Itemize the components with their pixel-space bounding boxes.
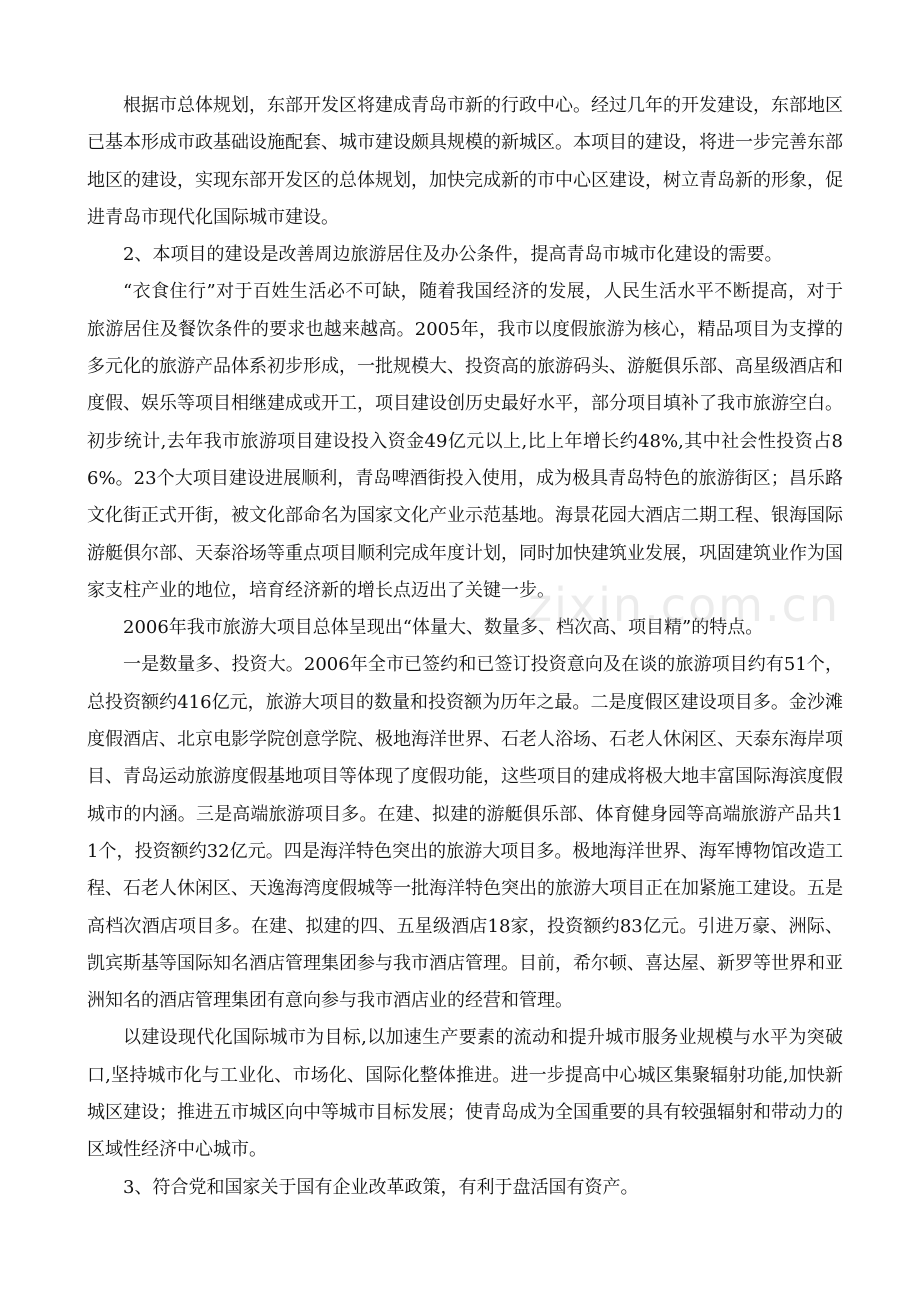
paragraph-2006-features: 2006年我市旅游大项目总体呈现出“体量大、数量多、档次高、项目精”的特点。 bbox=[123, 617, 764, 639]
watermark-text: zixin.com.cn bbox=[528, 578, 841, 632]
paragraph-heading-tourism-need: 2、本项目的建设是改善周边旅游居住及办公条件，提高青岛市城市化建设的需要。 bbox=[123, 244, 783, 266]
paragraph-urban-planning: 根据市总体规划，东部开发区将建成青岛市新的行政中心。经过几年的开发建设，东部地区已基本形成市政基础设施配套、城市建设颇具规模的新城区。本项目的建设，将进一步完善东部地区的建设，实现东部开发区的总体规划，加快完成新的市中心区建设，树立青岛新的形象，促进青岛市现代化国际城市建设。 bbox=[87, 95, 843, 228]
paragraph-tourism-development: “衣食住行”对于百姓生活必不可缺，随着我国经济的发展，人民生活水平不断提高，对于旅游居住及餐饮条件的要求也越来越高。2005年，我市以度假旅游为核心，精品项目为支撑的多元化的旅游产品体系初步形成，一批规模大、投资高的旅游码头、游艇俱乐部、高星级酒店和度假、娱乐等项目相继建成或开工，项目建设创历史最好水平，部分项目填补了我市旅游空白。初步统计,去年我市旅游项目建设投入资金49亿元以上,比上年增长约48%,其中社会性投资占86%。23个大项目建设进展顺利，青岛啤酒街投入使用，成为极具青岛特色的旅游街区；昌乐路文化街正式开街，被文化部命名为国家文化产业示范基地。海景花园大酒店二期工程、银海国际游艇俱尔部、天泰浴场等重点项目顺利完成年度计划，同时加快建筑业发展，巩固建筑业作为国家支柱产业的地位，培育经济新的增长点迈出了关键一步。 bbox=[87, 281, 843, 601]
paragraph-city-goals: 以建设现代化国际城市为目标,以加速生产要素的流动和提升城市服务业规模与水平为突破口,坚持城市化与工业化、市场化、国际化整体推进。进一步提高中心城区集聚辐射功能,加快新城区建设；推进五市城区向中等城市目标发展；使青岛成为全国重要的具有较强辐射和带动力的区域性经济中心城市。 bbox=[87, 1027, 843, 1161]
document-body bbox=[87, 87, 843, 1206]
paragraph-project-details: 一是数量多、投资大。2006年全市已签约和已签订投资意向及在谈的旅游项目约有51个，总投资额约416亿元，旅游大项目的数量和投资额为历年之最。二是度假区建设项目多。金沙滩度假酒店、北京电影学院创意学院、极地海洋世界、石老人浴场、石老人休闲区、天泰东海岸项目、青岛运动旅游度假基地项目等体现了度假功能，这些项目的建成将极大地丰富国际海滨度假城市的内涵。三是高端旅游项目多。在建、拟建的游艇俱乐部、体育健身园等高端旅游产品共11个，投资额约32亿元。四是海洋特色突出的旅游大项目多。极地海洋世界、海军博物馆改造工程、石老人休闲区、天逸海湾度假城等一批海洋特色突出的旅游大项目正在加紧施工建设。五是高档次酒店项目多。在建、拟建的四、五星级酒店18家，投资额约83亿元。引进万豪、洲际、凯宾斯基等国际知名酒店管理集团参与我市酒店管理。目前，希尔顿、喜达屋、新罗等世界和亚洲知名的酒店管理集团有意向参与我市酒店业的经营和管理。 bbox=[87, 654, 843, 1012]
paragraph-heading-state-reform: 3、符合党和国家关于国有企业改革政策，有利于盘活国有资产。 bbox=[123, 1176, 639, 1198]
